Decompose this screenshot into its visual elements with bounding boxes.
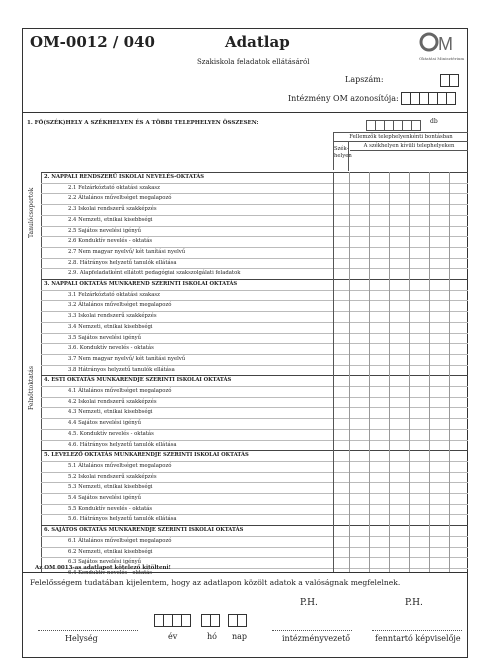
- ph-stamp-1: P.H.: [300, 598, 318, 608]
- column-header-box: [333, 132, 468, 170]
- section-header-label: 4. ESTI OKTATÁS MUNKARENDJE SZERINTI ISKOLAI OKTATÁS: [44, 377, 232, 384]
- side-label-felnottoktatas: Felnőttoktatás: [28, 366, 35, 410]
- lapszam-label: Lapszám:: [345, 75, 384, 84]
- row-label: 6.1 Általános műveltséget megalapozó: [68, 537, 172, 544]
- row-label: 6.4 Konduktív nevelés - oktatás: [68, 569, 153, 576]
- row-input-cells[interactable]: [333, 323, 468, 333]
- row-input-cells[interactable]: [333, 216, 468, 226]
- row-input-cells[interactable]: [333, 451, 468, 461]
- row-input-cells[interactable]: [333, 248, 468, 258]
- table-row: [41, 504, 468, 515]
- table-row: [41, 322, 468, 333]
- row-input-cells[interactable]: [333, 366, 468, 376]
- row-input-cells[interactable]: [333, 387, 468, 397]
- row-input-cells[interactable]: [333, 408, 468, 418]
- table-row: [41, 333, 468, 344]
- row-label: 3.3 Iskolai rendszerű szakképzés: [68, 313, 157, 320]
- row-input-cells[interactable]: [333, 398, 468, 408]
- table-row: [41, 236, 468, 247]
- om-id-label: Intézmény OM azonosítója:: [288, 94, 399, 103]
- table-row: [41, 536, 468, 547]
- row-input-cells[interactable]: [333, 184, 468, 194]
- column-szekhely: Szék-helyen: [334, 142, 349, 171]
- row-label: 2.4 Nemzeti, etnikai kisebbségi: [68, 216, 153, 223]
- section-header-label: 2. NAPPALI RENDSZERŰ ISKOLAI NEVELÉS-OKTATÁS: [44, 174, 204, 180]
- row-label: 2.5 Sajátos nevelési igényű: [68, 227, 142, 234]
- table-row: [41, 204, 468, 215]
- row-input-cells[interactable]: [333, 237, 468, 247]
- row-label: 5.3 Nemzeti, etnikai kisebbségi: [68, 484, 153, 491]
- table-row: [41, 407, 468, 418]
- row-label: 4.5. Konduktív nevelés - oktatás: [68, 430, 154, 437]
- row-label: 5.4 Sajátos nevelési igényű: [68, 495, 142, 501]
- date-year-field[interactable]: [155, 612, 191, 631]
- table-row: [41, 193, 468, 204]
- grid-col-szekhely: [333, 172, 334, 572]
- row-label: 3.8 Hátrányos helyzetű tanulók ellátása: [68, 366, 175, 373]
- table-row: [41, 440, 468, 451]
- row-label: 3.6. Konduktív nevelés - oktatás: [68, 345, 154, 352]
- row-label: 5.5 Konduktív nevelés - oktatás: [68, 505, 153, 512]
- row-label: 2.6 Konduktív nevelés - oktatás: [68, 238, 153, 245]
- row-label: 3.1 Felzárkóztató oktatási szakasz: [68, 291, 160, 298]
- om-logo: [419, 30, 464, 61]
- header-divider: [22, 112, 468, 113]
- column-header-top: Fellemzők telephelyenkénti bontásban: [334, 133, 468, 142]
- ho-label: hó: [207, 632, 217, 641]
- table-row: [41, 418, 468, 429]
- row-input-cells[interactable]: [333, 205, 468, 215]
- ev-label: év: [168, 632, 178, 641]
- om-id-field[interactable]: [402, 90, 456, 109]
- lapszam-field[interactable]: [441, 72, 459, 91]
- row-label: 2.8. Hátrányos helyzetű tanulók ellátása: [68, 259, 177, 266]
- table-row: [41, 258, 468, 269]
- row-label: 4.3 Nemzeti, etnikai kisebbségi: [68, 409, 153, 416]
- row-label: 5.1 Általános műveltséget megalapozó: [68, 462, 172, 469]
- form-code: OM-0012 / 040: [30, 33, 155, 51]
- table-row: [41, 215, 468, 226]
- section-header-row: [41, 375, 468, 386]
- fenntarto-label: fenntartó képviselője: [375, 634, 461, 643]
- row-input-cells[interactable]: [333, 483, 468, 493]
- row-label: 2.1 Felzárkóztató oktatási szakasz: [68, 184, 160, 191]
- row-label: 4.2 Iskolai rendszerű szakképzés: [68, 398, 157, 405]
- row-input-cells[interactable]: [333, 312, 468, 322]
- table-row: [41, 461, 468, 472]
- table-row: [41, 472, 468, 483]
- grid-col-4: [409, 172, 410, 572]
- table-row: [41, 493, 468, 504]
- date-month-field[interactable]: [202, 612, 220, 631]
- declaration-text: Felelősségem tudatában kijelentem, hogy az adatlapon közölt adatok a valóságnak megfelelnek.: [30, 578, 401, 587]
- row-input-cells[interactable]: [333, 462, 468, 472]
- row-input-cells[interactable]: [333, 269, 468, 279]
- row-input-cells[interactable]: [333, 515, 468, 525]
- side-label-tanulocsoportok: Tanulócsoportok: [28, 187, 35, 238]
- row-label: 2.9. Alapfeladatként ellátott pedagógiai szakszolgálati feladatok: [68, 270, 241, 277]
- row-label: 5.6. Hátrányos helyzetű tanulók ellátása: [68, 516, 177, 523]
- row-input-cells[interactable]: [333, 376, 468, 386]
- row-input-cells[interactable]: [333, 173, 468, 183]
- date-day-field[interactable]: [229, 612, 247, 631]
- row-label: 4.1 Általános műveltséget megalapozó: [68, 388, 172, 394]
- row-label: 3.7 Nem magyar nyelvű/ két tanítási nyelvű: [68, 355, 186, 362]
- logo-subtext: Oktatási Minisztérium: [419, 56, 465, 61]
- vezeto-label: intézményvezető: [282, 634, 351, 643]
- row-input-cells[interactable]: [333, 430, 468, 440]
- row-input-cells[interactable]: [333, 301, 468, 311]
- table-row: [41, 547, 468, 558]
- grid-col-5: [429, 172, 430, 572]
- row-label: 2.2 Általános műveltséget megalapozó: [68, 195, 172, 202]
- grid-col-1: [349, 172, 350, 572]
- row-input-cells[interactable]: [333, 494, 468, 504]
- section-header-label: 6. SAJÁTOS OKTATÁS MUNKARENDJE SZERINTI ISKOLAI OKTATÁS: [44, 527, 244, 534]
- row-label: 5.2 Iskolai rendszerű szakképzés: [68, 473, 157, 480]
- table-row: [41, 429, 468, 440]
- grid-col-3: [389, 172, 390, 572]
- row-input-cells[interactable]: [333, 558, 468, 568]
- grid-col-6: [449, 172, 450, 572]
- row-input-cells[interactable]: [333, 355, 468, 365]
- row-label: 2.7 Nem magyar nyelvű/ két tanítási nyelvű: [68, 248, 186, 255]
- row-label: 3.2 Általános műveltséget megalapozó: [68, 302, 172, 309]
- row-input-cells[interactable]: [333, 227, 468, 237]
- row-input-cells[interactable]: [333, 280, 468, 290]
- row-label: 2.3 Iskolai rendszerű szakképzés: [68, 206, 157, 213]
- section-header-label: 5. LEVELEZŐ OKTATÁS MUNKARENDJE SZERINTI ISKOLAI OKTATÁS: [44, 452, 249, 459]
- section-header-row: [41, 450, 468, 461]
- section-header-label: 3. NAPPALI OKTATÁS MUNKAREND SZERINTI ISKOLAI OKTATÁS: [44, 281, 238, 287]
- row-input-cells[interactable]: [333, 505, 468, 515]
- row-label: 4.4 Sajátos nevelési igényű: [68, 420, 142, 427]
- row-label: 3.4 Nemzeti, etnikai kisebbségi: [68, 323, 153, 330]
- table-row: [41, 290, 468, 301]
- table-row: [41, 343, 468, 354]
- row-input-cells[interactable]: [333, 194, 468, 204]
- table-row: [41, 226, 468, 237]
- ph-stamp-2: P.H.: [405, 598, 423, 608]
- row-input-cells[interactable]: [333, 441, 468, 451]
- row-input-cells[interactable]: [333, 334, 468, 344]
- vezeto-signature-line[interactable]: [272, 630, 352, 631]
- table-row: [41, 365, 468, 376]
- column-kivul: A székhelyen kívüli telephelyeken: [350, 142, 468, 151]
- table-row: [41, 354, 468, 365]
- section1-title: 1. FŐ(SZÉK)HELY A SZÉKHELYEN ÉS A TÖBBI TELEPHELYEN ÖSSZESEN:: [27, 120, 259, 126]
- row-input-cells[interactable]: [333, 344, 468, 354]
- footer-divider: [22, 572, 468, 573]
- row-label: 4.6. Hátrányos helyzetű tanulók ellátása: [68, 441, 177, 448]
- page-title: Adatlap: [225, 33, 290, 51]
- table-row: [41, 482, 468, 493]
- table-row: [41, 247, 468, 258]
- section-header-row: [41, 279, 468, 290]
- svg-text:M: M: [438, 34, 453, 54]
- grid-col-2: [369, 172, 370, 572]
- row-input-cells[interactable]: [333, 537, 468, 547]
- row-input-cells[interactable]: [333, 526, 468, 536]
- section-header-row: [41, 525, 468, 536]
- row-input-cells[interactable]: [333, 259, 468, 269]
- table-row: [41, 514, 468, 525]
- nap-label: nap: [232, 632, 248, 641]
- section-header-row: [41, 172, 468, 183]
- helyseg-label: Helység: [65, 634, 98, 643]
- table-row: [41, 397, 468, 408]
- table-row: [41, 386, 468, 397]
- row-label: 6.3 Sajátos nevelési igényű: [68, 559, 142, 566]
- row-label: 6.2 Nemzeti, etnikai kisebbségi: [68, 548, 153, 555]
- helyseg-line[interactable]: [38, 630, 138, 631]
- om-logo-icon: [419, 30, 459, 54]
- row-input-cells[interactable]: [333, 473, 468, 483]
- row-label: 3.5 Sajátos nevelési igényű: [68, 334, 142, 341]
- section1-db: db: [430, 118, 438, 125]
- fenntarto-signature-line[interactable]: [372, 630, 462, 631]
- footer-note: Az OM 0013-as adatlapot kötelező kitölteni!: [35, 565, 171, 571]
- row-input-cells[interactable]: [333, 548, 468, 558]
- page-subtitle: Szakiskola feladatok ellátásáról: [197, 58, 310, 66]
- table-row: [41, 183, 468, 194]
- table-row: [41, 311, 468, 322]
- row-input-cells[interactable]: [333, 291, 468, 301]
- table-row: [41, 268, 468, 279]
- row-input-cells[interactable]: [333, 419, 468, 429]
- table-row: [41, 300, 468, 311]
